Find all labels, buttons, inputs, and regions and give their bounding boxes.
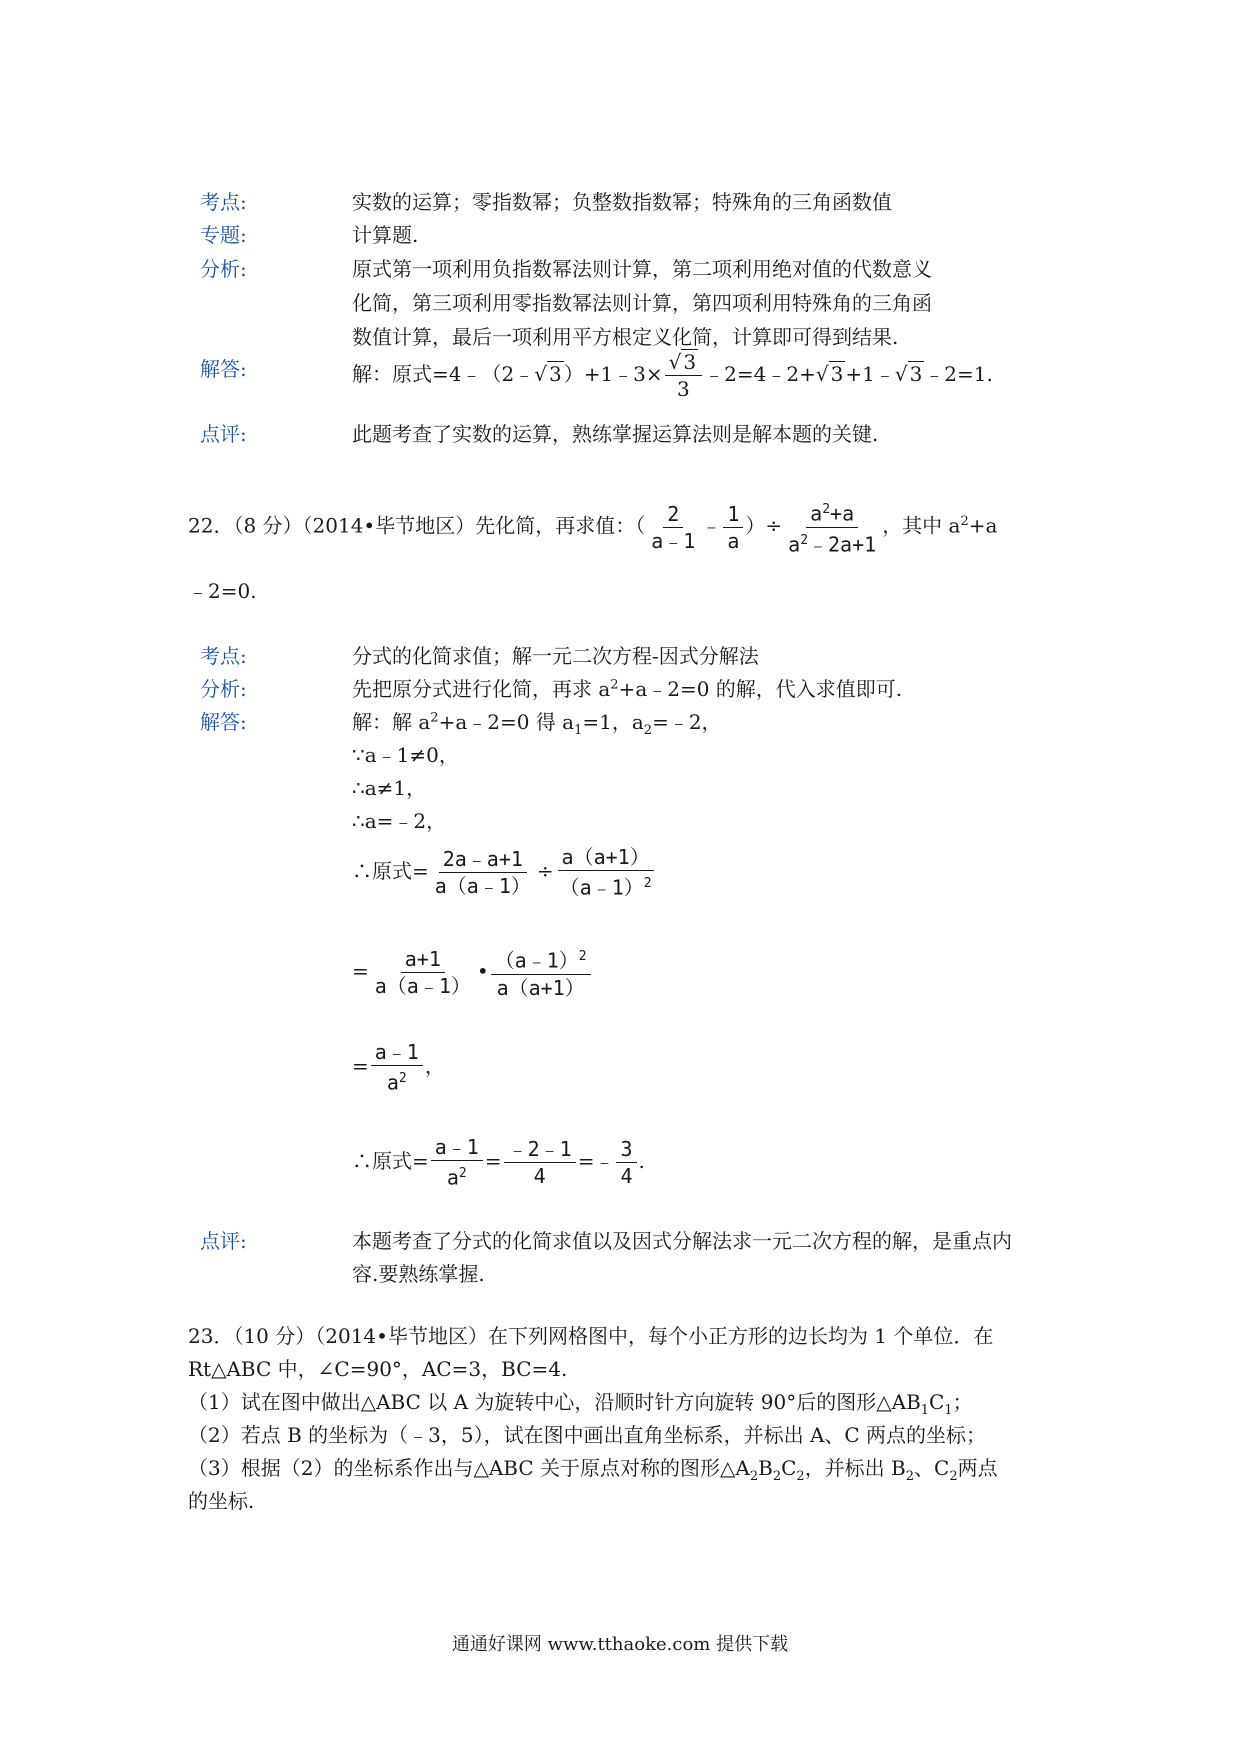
zhuanti-label-21: 专题: xyxy=(200,223,247,247)
jieda-part-5: ﹣2=1. xyxy=(924,362,993,386)
jieda-line-3: ∴a≠1， xyxy=(352,776,427,800)
fraction-j8-2: $\frac{﹣2﹣1}{4}$ xyxy=(504,1137,576,1188)
dianping-label-22: 点评: xyxy=(200,1229,247,1253)
fraction-j5-1: $\frac{2a﹣a+1}{a(a﹣1)}$ xyxy=(434,846,531,898)
jieda-line-4: ∴a=﹣2， xyxy=(352,809,447,833)
fraction-a2a-over-a2-2a-1: $\frac{a^2+a}{a^2﹣2a+1}$ xyxy=(784,498,880,556)
question-23-line-3: （1）试在图中做出△ABC 以 A 为旋转中心，沿顺时针方向旋转 90°后的图形$\triangle AB_1C_1$； xyxy=(188,1390,973,1418)
kaodian-text-22: 分式的化简求值；解一元二次方程-因式分解法 xyxy=(352,644,759,668)
question-22-stem: 22．（8 分）（2014•毕节地区）先化简，再求值：（ $\frac{2}{a﹣1}$ ﹣ $\frac{1}{a}$ ）÷ $\frac{a^2+a}{a^2﹣2a+1}$ ，其中 $a^2+a$ xyxy=(188,498,997,556)
fraction-j7: $\frac{a﹣1}{a^2}$ xyxy=(371,1040,423,1095)
dianping-text-21: 此题考查了实数的运算，熟练掌握运算法则是解本题的关键. xyxy=(352,422,879,446)
fenxi-line-2: 化简，第三项利用零指数幂法则计算，第四项利用特殊角的三角函 xyxy=(352,291,932,315)
fenxi-line-1: 原式第一项利用负指数幂法则计算，第二项利用绝对值的代数意义 xyxy=(352,257,932,281)
kaodian-label-21: 考点: xyxy=(200,190,247,214)
jieda-part-4: +1﹣ xyxy=(845,362,895,386)
fraction-sqrt3-over-3: $\frac{√ 3}{3}$ xyxy=(665,350,702,401)
page-footer: 通通好课网 www.tthaoke.com 提供下载 xyxy=(451,1634,789,1655)
jieda-line-5: ∴原式= $\frac{2a﹣a+1}{a(a﹣1)}$ ÷ $\frac{a(a+1)}{(a﹣1)^2}$ xyxy=(352,845,658,900)
kaodian-text-21: 实数的运算；零指数幂；负整数指数幂；特殊角的三角函数值 xyxy=(352,190,892,214)
jieda-part-3: ﹣2=4﹣2+ xyxy=(704,362,816,386)
question-22-stem-line-2: ﹣2=0. xyxy=(188,579,257,603)
jieda-part-2: ）+1﹣3× xyxy=(563,362,663,386)
jieda-line-2: ∵a﹣1≠0， xyxy=(352,743,459,767)
zhuanti-text-21: 计算题. xyxy=(352,223,419,247)
question-23-line-2: Rt△ABC 中，∠C=90°，AC=3，BC=4. xyxy=(188,1357,568,1381)
fraction-j6-1: $\frac{a+1}{a(a﹣1)}$ xyxy=(374,946,471,998)
question-23-line-6: 的坐标. xyxy=(188,1489,255,1513)
jieda-formula-21 xyxy=(352,350,993,401)
dianping-label-21: 点评: xyxy=(200,422,247,446)
jieda-line-6: = $\frac{a+1}{a(a﹣1)}$ • $\frac{(a﹣1)^2}{a(a+1)}$ xyxy=(352,945,593,1000)
fenxi-label-22: 分析: xyxy=(200,677,247,701)
fenxi-label-21: 分析: xyxy=(200,257,247,281)
sqrt-3-b: √ 3 xyxy=(815,362,844,386)
kaodian-label-22: 考点: xyxy=(200,644,247,668)
jieda-label-22: 解答: xyxy=(200,710,247,734)
fraction-j8-3: $\frac{3}{4}$ xyxy=(616,1137,636,1188)
jieda-line-1: 解：解 $a^2+a﹣2=0$ 得 $a_1=1$，$a_2=﹣2$， xyxy=(352,710,722,738)
jieda-line-8: ∴原式= $\frac{a﹣1}{a^2}$ = $\frac{﹣2﹣1}{4}$ =﹣ $\frac{3}{4}$ . xyxy=(352,1135,645,1190)
jieda-line-7: = $\frac{a﹣1}{a^2}$ ， xyxy=(352,1040,445,1095)
fraction-j5-2: $\frac{a(a+1)}{(a﹣1)^2}$ xyxy=(556,845,656,900)
question-23-line-1: 23．（10 分）（2014•毕节地区）在下列网格图中，每个小正方形的边长均为 1 个单位．在 xyxy=(188,1324,994,1348)
jieda-label-21: 解答: xyxy=(200,357,247,381)
dianping-line-1: 本题考查了分式的化简求值以及因式分解法求一元二次方程的解，是重点内 xyxy=(352,1229,1012,1253)
dianping-line-2: 容.要熟练掌握. xyxy=(352,1262,485,1286)
jieda-part-1: 解：原式=4﹣（2﹣ xyxy=(352,362,535,386)
fenxi-line-3: 数值计算，最后一项利用平方根定义化简，计算即可得到结果. xyxy=(352,325,899,349)
sqrt-3-a: √ 3 xyxy=(534,362,562,386)
fraction-2-over-a-minus-1: $\frac{2}{a﹣1}$ xyxy=(651,501,696,553)
sqrt-3-c: √ 3 xyxy=(894,362,923,386)
question-23-line-4: （2）若点 B 的坐标为（﹣3，5），试在图中画出直角坐标系，并标出 A、C 两点的坐标； xyxy=(188,1423,987,1447)
fraction-j6-2: $\frac{(a﹣1)^2}{a(a+1)}$ xyxy=(491,945,591,1000)
question-23-line-5: （3）根据（2）的坐标系作出与△ABC 关于原点对称的图形$\triangle A_2B_2C_2$，并标出 $B_2$、$C_2$两点 xyxy=(188,1456,998,1484)
fraction-j8-1: $\frac{a﹣1}{a^2}$ xyxy=(431,1135,483,1190)
fraction-1-over-a: $\frac{1}{a}$ xyxy=(723,502,743,553)
fenxi-text-22: 先把原分式进行化简，再求 $a^2+a﹣2=0$ 的解，代入求值即可. xyxy=(352,677,903,701)
